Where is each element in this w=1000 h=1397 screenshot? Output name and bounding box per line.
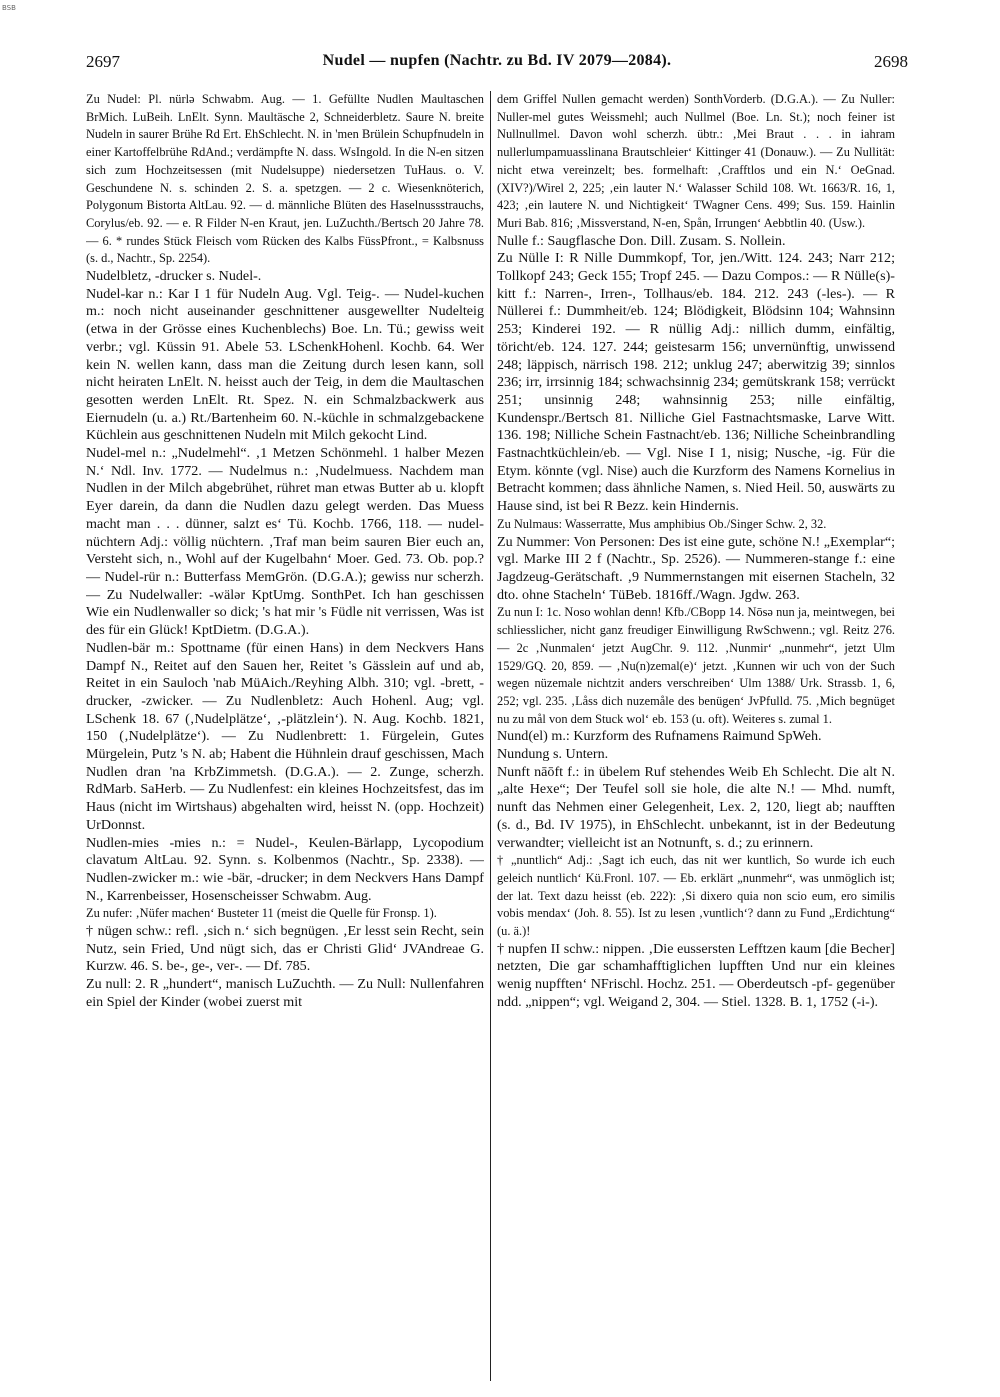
entry-nuller: dem Griffel Nullen gemacht werden) SonthVorderb. (D.G.A.). — Zu Nuller: Nuller-mel gutes Weissmehl; auch Nullmel (Boe. Ln. St.); noch feiner ist Nullnullmel. Davon wohl scherzh. übtr.: ‚Mei Braut . . . in iahram nullerlumpamuasslinana Brautschleier‘ Kittinger 41 (Donauw.). — Zu Nullität: nicht etwa vereinzelt; bes. formelhaft: ‚Crafftlos und ein N.‘ OeGnad. (XIV?)/Wirel 2, 225; ‚ein lauter N.‘ Walasser Schild 108. Wt. 1663/R. 16, 1, 423; ‚ein lautere N. und Nichtigkeit‘ TWagner Cens. 499; Sus. 159. Hainlin Muri Bab. 816; ‚Missverstand, N-en, Spån, Irrungen‘ Aebbtlin 40. (Usw.).	[497, 92, 895, 230]
entry-nummer: Zu Nummer: Von Personen: Des ist eine gute, schöne N.! „Exemplar“; vgl. Marke III 2 f (Nachtr., Sp. 2526). — Nummeren-stange f.: eine Jagdzeug-Gerätschaft. ‚9 Nummernstangen mit eisernen Stacheln, 32 dto. ohne Stacheln‘ TüBeb. 1816ff./Wagn. Jgdw. 263.	[497, 533, 895, 603]
entry-nupfen: † nupfen II schw.: nippen. ‚Die eussersten Lefftzen kaum [die Becher] netzten, Die gar schamhafftiglichen lupfften Und nur ein kleines wenig nupfften‘ NFrischl. Hochz. 251. — Oberdeutsch -pf- gegenüber ndd. „nippen“; vgl. Weigand 2, 304. — Stiel. 1328. B. 1, 1752 (-i-).	[497, 940, 895, 1010]
entry-nudlen-mies: Nudlen-mies -mies n.: = Nudel-, Keulen-Bärlapp, Lycopodium clavatum AltLau. 92. Synn. s. Kolbenmos (Nachtr., Sp. 2338). — Nudlen-zwicker m.: wie -bär, -drucker; in dem Neckvers Hans Dampf N., Karrenbeisser, Hosenscheisser Schwabm. Aug.	[86, 834, 484, 904]
entry-nudlen-baer: Nudlen-bär m.: Spottname (für einen Hans) in dem Neckvers Hans Dampf N., Reitet auf den Sauen her, Reitet 's Gässlein auf und ab, Reitet in ein Sauloch 'nab MüAich./Reyhing Albh. 310; vgl. -brett, -drucker, -zwicker. — Zu Nudlenbletz: Auch Hohenl. Aug; vgl. LSchenk 18. 67 (‚Nudelplätze‘, ‚-plätzlein‘). N. Aug. Kochb. 1821, 150 (‚Nudelplätze‘). — Zu Nudlenbrett: 1. Fürgelein, Gutes Mürgelein, Putz 's N. ab; Habent die Hühnlein drauf geschissen, Mach Nudlen dran 'na KrbZimmetsh. (D.G.A.). — 2. Zunge, scherzh. RdMarb. SaHerb. — Zu Nudlenfest: ein kleines Hochzeitsfest, das im Haus (nicht im Wirtshaus) abgehalten wird, heisst N. (opp. Hochzeit) UrDonnst.	[86, 639, 484, 833]
entry-nudel-mel: Nudel-mel n.: „Nudelmehl“. ‚1 Metzen Schönmehl. 1 halber Mezen N.‘ Ndl. Inv. 1772. — Nudelmus n.: ‚Nudelmuess. Nachdem man Nudlen in der Milch abgebrühet, rühret man etwas Butter ab u. klopft Eyer darein, da dann die Nudlen dazu gelegt werden. Das Muess macht man . . . dünner, salzt es‘ Tü. Kochb. 1766, 118. — nudel-nüchtern Adj.: völlig nüchtern. ‚Traf man beim sauren Bier euch an, Versteht sich, n., Wohl auf der Kugelbahn‘ Moer. Ged. 73. Ob. pop.? — Nudel-rür n.: Butterfass MemGrön. (D.G.A.); gewiss nur scherzh. — Zu Nudelwaller: -wälər KptUmg. SonthPet. Ich han geschissen Wie ein Nudlenwaller so dick; 's hat mir 's Füdle nit verrissen, Was ist des für ein Glück! KptDietm. (D.G.A.).	[86, 445, 484, 639]
entry-nudelbletz: Nudelbletz, -drucker s. Nudel-.	[86, 268, 262, 285]
entry-nunft: Nunft nāōft f.: in übelem Ruf stehendes Weib Eh Schlecht. Die alt N. „alte Hexe“; Der Teufel soll sie hole, die alte N.! — Mhd. numft, nunft das Nehmen einer Gelegenheit, Lex. 2, 120, liegt ab; naufften (s. d., Bd. IV 1975), in EhSchlecht. unbekannt, ist in der Bedeutung verwandter; vielleicht ist an Notnunft, s. d.; zu erinnern.	[497, 763, 895, 851]
library-stamp: BSB	[2, 4, 16, 12]
entry-nudel: Zu Nudel: Pl. nürlə Schwabm. Aug. — 1. Gefüllte Nudlen Maultaschen BrMich. LuBeih. LnElt. Synn. Maultäsche 2, Schneiderbletz. Saure N. breite Nudeln in saurer Brühe Rd Ert. EhSchlecht. N. in 'men Brülein Schupfnudeln in einer Kartoffelbrühe RdAnd.; verdämpfte N. dass. WsIngold. In die N-en sitzen sich zum Hochzeitsessen (mit Nudelsuppe) niedersetzen TuHaus. o. V. Geschundene N. s. schinden 2. S. a. spetzgen. — 2 c. Wiesenknöterich, Polygonum Bistorta AltLau. 92. — d. männliche Blüten des Haselnussstrauchs, Corylus/eb. 92. — e. R Filder N-en Kraut, jen. LuZuchth./Bertsch 20 Jahre 78. — 6. * rundes Stück Fleisch vom Rücken des Kalbs FüssPfront., = Kalbsnuss (s. d., Nachtr., Sp. 2254).	[86, 92, 484, 266]
running-title: Nudel — nupfen (Nachtr. zu Bd. IV 2079—2084).	[322, 52, 672, 69]
page-number-left: 2697	[86, 52, 120, 71]
entry-nulle: Nulle f.: Saugflasche Don. Dill. Zusam. S. Nollein.	[497, 232, 786, 249]
entry-nufer: Zu nufer: ‚Nüfer machen‘ Busteter 11 (meist die Quelle für Fronsp. 1).	[86, 906, 437, 921]
entry-nuelle: Zu Nülle I: R Nille Dummkopf, Tor, jen./Witt. 124. 243; Narr 212; Tollkopf 243; Geck 155; Tropf 245. — Dazu Compos.: — R Nülle(s)-kitt f.: Narren-, Irren-, Tollhaus/eb. 184. 212. 243 (-les-). — R Nüllerei f.: Dummheit/eb. 124; Blödigkeit, Blödsinn 104; Wahnsinn 253; Kinderei 192. — R nüllig Adj.: nillich dumm, einfältig, töricht/eb. 124. 127. 244; geistesarm 156; unvernünftig, unwissend 248; läppisch, närrisch 198. 212; unklug 247; aberwitzig 39; sinnlos 236; irr, irrsinnig 184; schwachsinnig 234; gemütskrank 158; verrückt 251; unsinnig 248; wahnsinnig 253; nille einfältig, Kundenspr./Bertsch 81. Nilliche Giel Fastnachtsmaske, Larve Witt. 136. 198; Nilliche Schein Fastnacht/eb. 136; Nilliche Scheinbrandling Fastnachtküchlein/eb. — Vgl. Nise I 1, nisig; Nusche, -ig. Für die Etym. könnte (vgl. Nise) auch die Kurzform des Namens Kornelius in Betracht kommen; dass ähnliche Namen, s. Nied Heil. 50, auswärts zu Hause sind, ist bei R Bezz. kein Hindernis.	[497, 250, 895, 515]
page-number-right: 2698	[874, 52, 908, 71]
entry-nun: Zu nun I: 1c. Noso wohlan denn! Kfb./CBopp 14. Nōsə nun ja, meintwegen, bei schliesslicher, nicht ganz freudiger Einwilligung RwSchwenn.; vgl. Reitz 276. — 2c ‚Nunmalen‘ jetzt AugChr. 9. 112. ‚Nunmir‘ „nunmehr“, jetzt Ulm 1529/GQ. 20, 859. — ‚Nu(n)zemal(e)‘ jetzt. ‚Kunnen wir uch von der Such wegen nüzemale nichtzit anders verschreiben‘ Ulm 1388/ Urk. Strassb. 1, 6, 252; vgl. 235. ‚Låss dich nuzemåle des benügen‘ JvPfulld. 75. ‚Mich begnüget nu zu mål von dem Stuck wol‘ eb. 153 (u. oft). Weiteres s. zumal 1.	[497, 605, 895, 726]
page-header	[86, 52, 908, 74]
right-column	[497, 91, 895, 1381]
entry-nudel-kar: Nudel-kar n.: Kar I 1 für Nudeln Aug. Vgl. Teig-. — Nudel-kuchen m.: noch nicht auseinander geschnittener ausgewellter Nudelteig (etwa in der Grösse eines Kuchenblechs) Boe. Ln. Tü.; gewiss weit verbr.; vgl. Küssin 91. Abele 53. LSchenkHohenl. Kochb. 64. Wer kein N. wellen kann, dass man die Zeitung durch lesen kann, soll nicht heiraten LnElt. N. heisst auch der Teig, in dem die Maultaschen gesotten werden LnElt. Rt. Spez. N. ein Schmalzbackwerk aus Eiernudeln (u. a.) Rt./Bartenheim 60. N.-küchle in schmalzgebackene Küchlein aus geschnittenen Nudeln mit Milch gekocht Lind.	[86, 285, 484, 444]
entry-nuegen: † nügen schw.: refl. ‚sich n.‘ sich begnügen. ‚Er lesst sein Recht, sein Nutz, sein Fried, Und nügt sich, das er Christi Glid‘ JVAndreae G. Kurzw. 46. S. be-, ge-, ver-. — Df. 785.	[86, 923, 484, 975]
entry-nundung: Nundung s. Untern.	[497, 746, 609, 763]
left-column	[86, 91, 484, 1381]
entry-null: Zu null: 2. R „hundert“, manisch LuZuchth. — Zu Null: Nullenfahren ein Spiel der Kinder (wobei zuerst mit	[86, 976, 484, 1010]
column-divider	[490, 91, 491, 1381]
entry-nulmaus: Zu Nulmaus: Wasserratte, Mus amphibius Ob./Singer Schw. 2, 32.	[497, 516, 827, 531]
entry-nundel: Nund(el) m.: Kurzform des Rufnamens Raimund SpWeh.	[497, 728, 822, 745]
entry-nuntlich: † „nuntlich“ Adj.: ‚Sagt ich euch, das nit wer kuntlich, So wurde ich euch geleich nuntlich‘ Kü.Fronl. 107. — Eb. erklärt „nunmehr“, was unmöglich ist; der lat. Text dazu heisst (eb. 222): ‚Si dixero quia non scio eum, ero similis vobis mendax‘ (Joh. 8. 55). Ist zu lesen ‚vuntlich‘? dann zu Fund „Erdichtung“ (u. ä.)!	[497, 853, 895, 939]
